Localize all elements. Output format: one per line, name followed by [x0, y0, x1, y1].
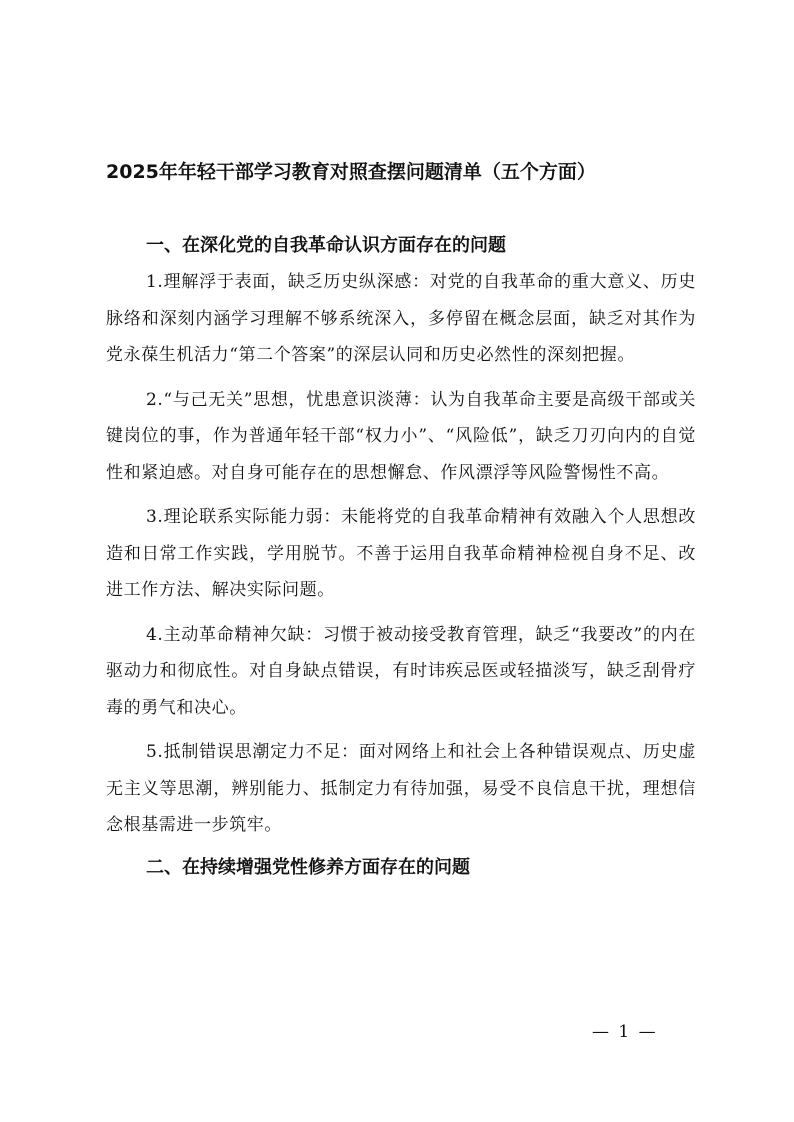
- page-number: — 1 —: [592, 1022, 658, 1042]
- paragraph-3: 3.理论联系实际能力弱：未能将党的自我革命精神有效融入个人思想改造和日常工作实践，学用脱节。不善于运用自我革命精神检视自身不足、改进工作方法、解决实际问题。: [106, 507, 696, 600]
- paragraph-5: 5.抵制错误思潮定力不足：面对网络上和社会上各种错误观点、历史虚无主义等思潮，辨别能力、抵制定力有待加强，易受不良信息干扰，理想信念根基需进一步筑牢。: [106, 742, 696, 835]
- paragraph-2: 2.“与己无关”思想，忧患意识淡薄：认为自我革命主要是高级干部或关键岗位的事，作为普通年轻干部“权力小”、“风险低”，缺乏刀刃向内的自觉性和紧迫感。对自身可能存在的思想懈怠、作风漂浮等风险警惕性不高。: [106, 389, 696, 483]
- paragraph-1: 1.理解浮于表面，缺乏历史纵深感：对党的自我革命的重大意义、历史脉络和深刻内涵学习理解不够系统深入，多停留在概念层面，缺乏对其作为党永葆生机活力“第二个答案”的深层认同和历史必然性的深刻把握。: [106, 272, 696, 365]
- paragraph-4: 4.主动革命精神欠缺：习惯于被动接受教育管理，缺乏“我要改”的内在驱动力和彻底性。对自身缺点错误，有时讳疾忌医或轻描淡写，缺乏刮骨疗毒的勇气和决心。: [106, 624, 696, 718]
- document-title: 2025年年轻干部学习教育对照查摆问题清单（五个方面）: [106, 161, 596, 183]
- section-heading-1: 一、在深化党的自我革命认识方面存在的问题: [146, 235, 506, 256]
- section-heading-2: 二、在持续增强党性修养方面存在的问题: [146, 856, 470, 878]
- document-body: [106, 228, 696, 886]
